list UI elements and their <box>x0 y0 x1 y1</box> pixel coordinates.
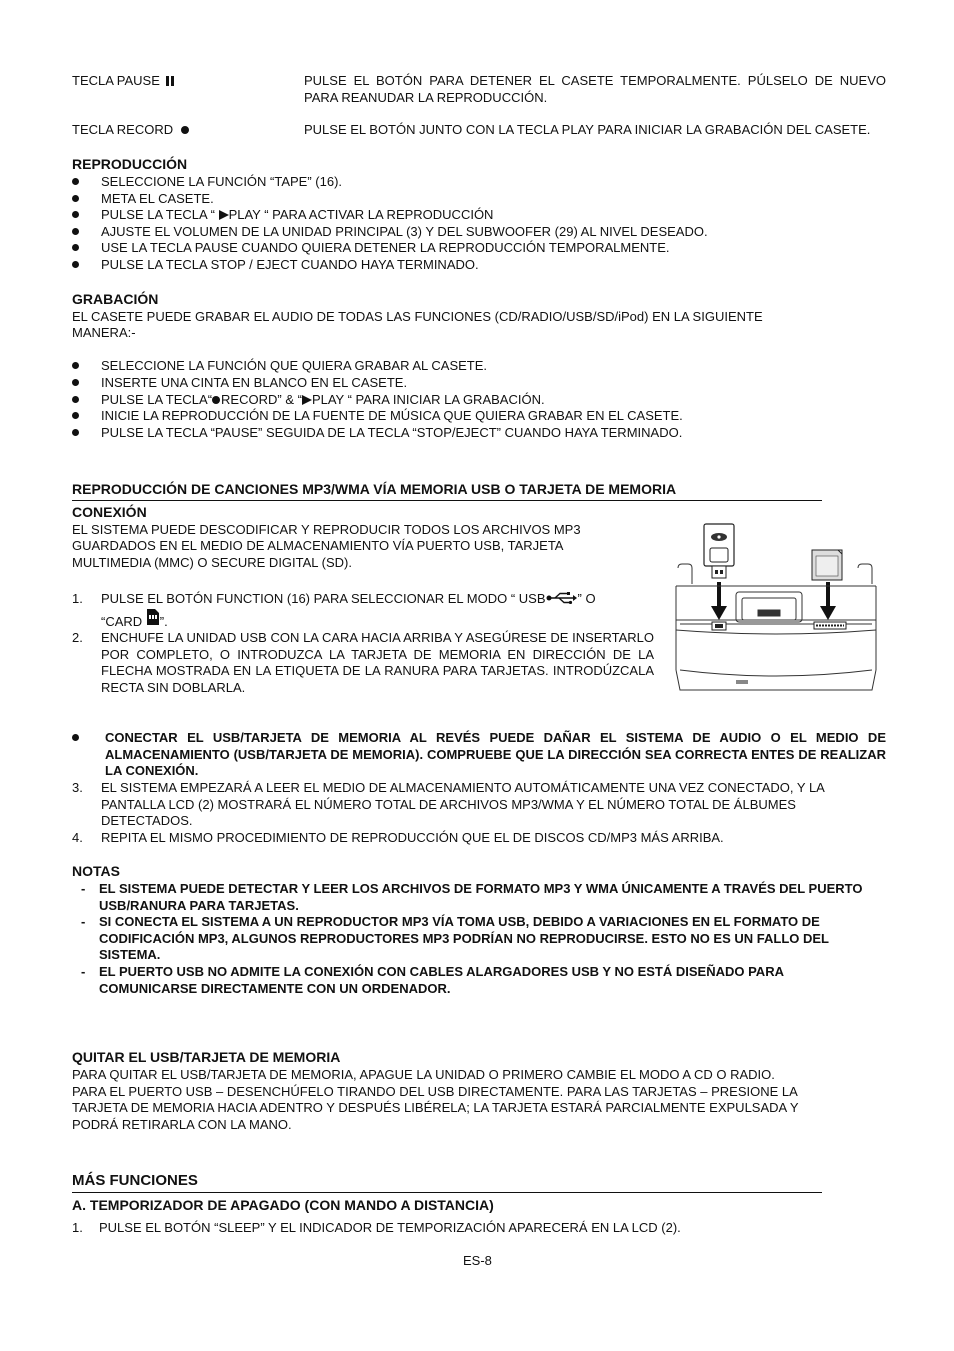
mas-funciones-heading: MÁS FUNCIONES <box>72 1172 198 1189</box>
step-number: 1. <box>72 1220 83 1235</box>
pause-key-description: PULSE EL BOTÓN PARA DETENER EL CASETE TEMPORALMENTE. PÚLSELO DE NUEVO PARA REANUDAR LA REPRODUCCIÓN. <box>304 73 886 105</box>
list-item: PULSE LA TECLA “ PLAY “ PARA ACTIVAR LA REPRODUCCIÓN <box>101 207 494 222</box>
dash-marker: - <box>81 914 86 929</box>
step-4: REPITA EL MISMO PROCEDIMIENTO DE REPRODUCCIÓN QUE EL DE DISCOS CD/MP3 MÁS ARRIBA. <box>101 830 724 845</box>
audio-system-body <box>676 564 876 690</box>
conexion-text: GUARDADOS EN EL MEDIO DE ALMACENAMIENTO VÍA PUERTO USB, TARJETA <box>72 538 564 553</box>
quitar-heading: QUITAR EL USB/TARJETA DE MEMORIA <box>72 1049 341 1065</box>
list-item: AJUSTE EL VOLUMEN DE LA UNIDAD PRINCIPAL (3) Y DEL SUBWOOFER (29) AL NIVEL DESEADO. <box>101 224 708 239</box>
record-key-description: PULSE EL BOTÓN JUNTO CON LA TECLA PLAY PARA INICIAR LA GRABACIÓN DEL CASETE. <box>304 122 871 137</box>
pause-key-label: TECLA PAUSE <box>72 73 176 91</box>
list-item: PULSE LA TECLA “PAUSE” SEGUIDA DE LA TECLA “STOP/EJECT” CUANDO HAYA TERMINADO. <box>101 425 683 440</box>
bullet <box>72 244 79 251</box>
quitar-text: TARJETA DE MEMORIA HACIA ADENTRO Y DESPUÉS LIBÉRELA; LA TARJETA ESTARÁ PARCIALMENTE EXPULSADA Y <box>72 1100 799 1115</box>
note-item: EL SISTEMA PUEDE DETECTAR Y LEER LOS ARCHIVOS DE FORMATO MP3 Y WMA ÚNICAMENTE A TRAVÉS DEL PUERTO USB/RANURA PARA TARJETAS. <box>99 881 863 913</box>
bullet <box>72 178 79 185</box>
list-item: META EL CASETE. <box>101 191 214 206</box>
insert-arrow-icon <box>711 582 727 620</box>
note-item: SI CONECTA EL SISTEMA A UN REPRODUCTOR MP3 VÍA TOMA USB, DEBIDO A VARIACIONES EN EL FORMATO DE CODIFICACIÓN MP3, ALGUNOS REPRODUCTORES MP3 PODRÍAN NO REPRODUCIRSE. ESTO NO ES UN FALLO DEL SISTEMA. <box>99 914 829 962</box>
list-item: PULSE LA TECLA“ RECORD” & “ PLAY “ PARA INICIAR LA GRABACIÓN. <box>101 392 545 407</box>
page-number: ES-8 <box>463 1253 492 1268</box>
usb-icon <box>546 592 578 604</box>
list-item: INICIE LA REPRODUCCIÓN DE LA FUENTE DE MÚSICA QUE QUIERA GRABAR EN EL CASETE. <box>101 408 683 423</box>
record-icon <box>181 126 189 134</box>
record-key-label: TECLA RECORD <box>72 122 189 139</box>
section-divider <box>72 500 822 501</box>
grabacion-intro-cont: MANERA:- <box>72 325 136 340</box>
bullet <box>72 396 79 403</box>
step-number: 1. <box>72 591 83 606</box>
card-icon <box>146 608 160 626</box>
conexion-heading: CONEXIÓN <box>72 504 147 520</box>
quitar-text: PARA QUITAR EL USB/TARJETA DE MEMORIA, APAGUE LA UNIDAD O PRIMERO CAMBIE EL MODO A CD O RADIO. <box>72 1067 775 1082</box>
play-icon <box>219 210 229 220</box>
pause-icon <box>166 74 176 91</box>
note-item: EL PUERTO USB NO ADMITE LA CONEXIÓN CON CABLES ALARGADORES USB Y NO ESTÁ DISEÑADO PARA COMUNICARSE DIRECTAMENTE CON UN ORDENADOR. <box>99 964 784 996</box>
bullet <box>72 379 79 386</box>
conexion-text: EL SISTEMA PUEDE DESCODIFICAR Y REPRODUCIR TODOS LOS ARCHIVOS MP3 <box>72 522 581 537</box>
temporizador-heading: A. TEMPORIZADOR DE APAGADO (CON MANDO A DISTANCIA) <box>72 1197 494 1213</box>
list-item: INSERTE UNA CINTA EN BLANCO EN EL CASETE. <box>101 375 408 390</box>
warning-text: CONECTAR EL USB/TARJETA DE MEMORIA AL REVÉS PUEDE DAÑAR EL SISTEMA DE AUDIO O EL MEDIO DE ALMACENAMIENTO (USB/TARJETA DE MEMORIA). COMPRUEBE QUE LA DIRECCIÓN SEA CORRECTA ENTES DE REALIZAR LA CONEXIÓN. <box>105 730 886 778</box>
dash-marker: - <box>81 881 86 896</box>
sleep-step: PULSE EL BOTÓN “SLEEP” Y EL INDICADOR DE TEMPORIZACIÓN APARECERÁ EN LA LCD (2). <box>99 1220 681 1235</box>
step-1-cont: “CARD ”. <box>101 608 168 631</box>
play-icon <box>302 395 312 405</box>
list-item: PULSE LA TECLA STOP / EJECT CUANDO HAYA TERMINADO. <box>101 257 479 272</box>
bullet <box>72 228 79 235</box>
step-number: 4. <box>72 830 83 845</box>
usb-card-insertion-illustration <box>666 520 886 692</box>
notas-heading: NOTAS <box>72 863 120 879</box>
step-1: PULSE EL BOTÓN FUNCTION (16) PARA SELECCIONAR EL MODO “ USB ” O <box>101 591 596 606</box>
list-item: USE LA TECLA PAUSE CUANDO QUIERA DETENER LA REPRODUCCIÓN TEMPORALMENTE. <box>101 240 670 255</box>
record-icon <box>212 396 220 404</box>
insert-arrow-icon <box>820 582 836 620</box>
step-number: 3. <box>72 780 83 795</box>
quitar-text: PODRÁ RETIRARLA CON LA MANO. <box>72 1117 292 1132</box>
usb-section-heading: REPRODUCCIÓN DE CANCIONES MP3/WMA VÍA MEMORIA USB O TARJETA DE MEMORIA <box>72 481 677 497</box>
bullet <box>72 261 79 268</box>
conexion-text: MULTIMEDIA (MMC) O SECURE DIGITAL (SD). <box>72 555 352 570</box>
reproduccion-heading: REPRODUCCIÓN <box>72 156 188 172</box>
bullet <box>72 362 79 369</box>
usb-stick-icon <box>704 524 734 578</box>
step-3: EL SISTEMA EMPEZARÁ A LEER EL MEDIO DE ALMACENAMIENTO AUTOMÁTICAMENTE UNA VEZ CONECTADO, Y LA PANTALLA LCD (2) MOSTRARÁ EL NÚMERO TOTAL DE ARCHIVOS MP3/WMA Y EL NÚMERO TOTAL DE ÁLBUMES DETECTADOS. <box>101 780 825 828</box>
grabacion-intro: EL CASETE PUEDE GRABAR EL AUDIO DE TODAS LAS FUNCIONES (CD/RADIO/USB/SD/iPod) EN LA SIGUIENTE <box>72 309 763 324</box>
list-item: SELECCIONE LA FUNCIÓN QUE QUIERA GRABAR AL CASETE. <box>101 358 488 373</box>
quitar-text: PARA EL PUERTO USB – DESENCHÚFELO TIRANDO DEL USB DIRECTAMENTE. PARA LAS TARJETAS – PRESIONE LA <box>72 1084 798 1099</box>
step-number: 2. <box>72 630 83 645</box>
bullet <box>72 734 79 741</box>
bullet <box>72 195 79 202</box>
sd-card-icon <box>812 550 842 580</box>
section-divider <box>72 1192 822 1193</box>
bullet <box>72 211 79 218</box>
list-item: SELECCIONE LA FUNCIÓN “TAPE” (16). <box>101 174 343 189</box>
step-2: ENCHUFE LA UNIDAD USB CON LA CARA HACIA ARRIBA Y ASEGÚRESE DE INSERTARLO POR COMPLETO, O INTRODUZCA LA TARJETA DE MEMORIA EN DIRECCIÓN DE LA FLECHA MOSTRADA EN LA ETIQUETA DE LA RANURA PARA TARJETAS. INTRODÚZCALA RECTA SIN DOBLARLA. <box>101 630 654 695</box>
dash-marker: - <box>81 964 86 979</box>
bullet <box>72 429 79 436</box>
bullet <box>72 412 79 419</box>
grabacion-heading: GRABACIÓN <box>72 291 159 307</box>
